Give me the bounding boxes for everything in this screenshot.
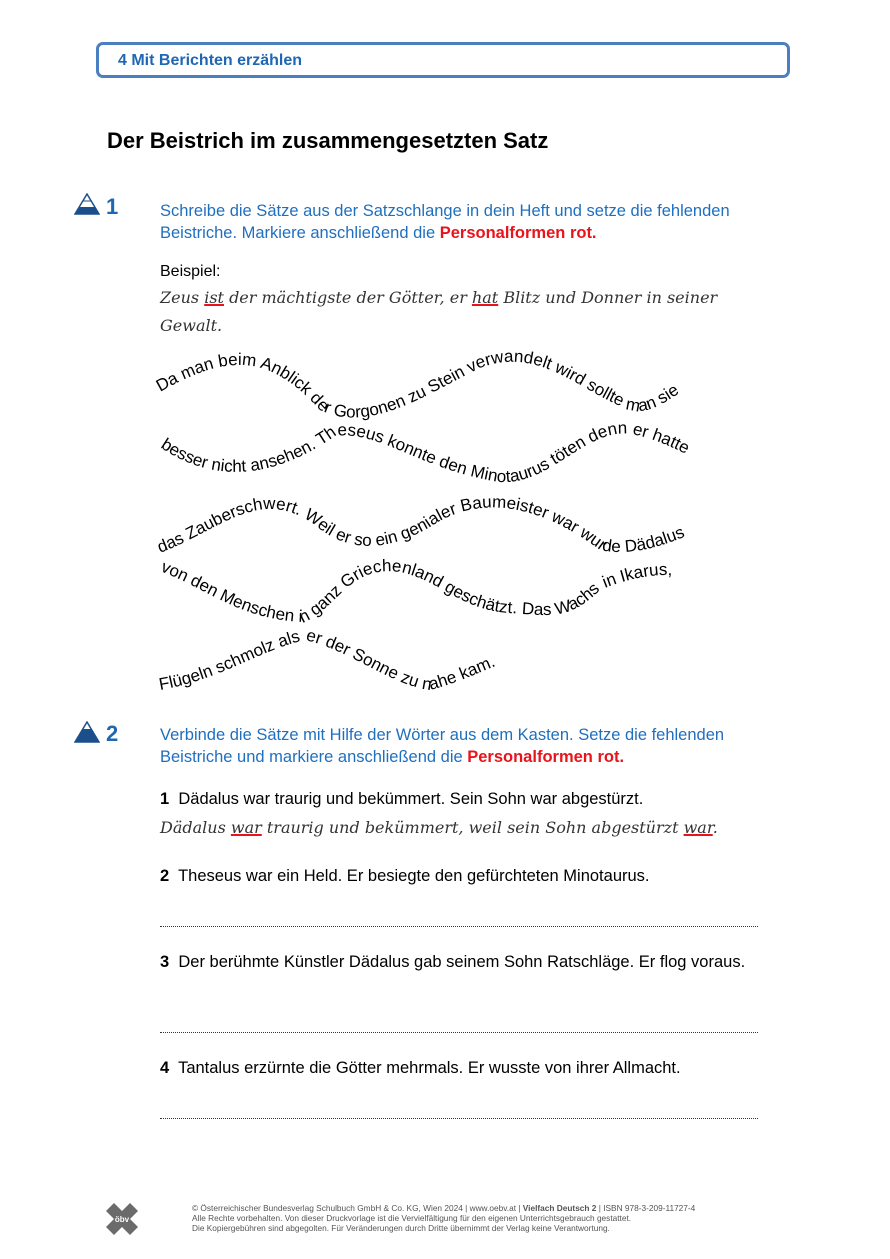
exercise-item-1 — [160, 789, 780, 810]
item-number: 1 — [160, 790, 170, 808]
footer-text: © Österreichischer Bundesverlag Schulbuch GmbH & Co. KG, Wien 2024 | www.oebv.at | — [192, 1203, 521, 1213]
snake-line-text: das Zauberschwert. Weil er so ein genialer Baumeister war wurde Dädalus — [154, 492, 687, 557]
snake-line-text: Da man beim Anblick der Gorgonen zu Stein verwandelt wird sollte man sie — [152, 346, 683, 422]
task-2-instruction-text: Verbinde die Sätze mit Hilfe der Wörter aus dem Kasten. Setze die fehlenden Beistriche und markiere anschließend die — [160, 726, 725, 766]
footer-book-title: Vielfach Deutsch 2 — [522, 1203, 597, 1213]
answer-line[interactable] — [160, 1032, 758, 1033]
snake-line-text: von den Menschen in ganz Griechenland geschätzt. Das Wachs in Ikarus, — [158, 556, 673, 627]
snake-line — [153, 347, 682, 422]
example-verb: hat — [471, 288, 499, 307]
publisher-logo-text: öbv — [114, 1215, 130, 1224]
snake-line-text: besser nicht ansehen. Theseus konnte den Minotaurus töten denn er hatte — [157, 418, 693, 487]
example-text: der mächtigste der Götter, er — [229, 288, 467, 307]
footer-text: | ISBN 978-3-209-11727-4 — [598, 1203, 696, 1213]
item-text: Tantalus erzürnte die Götter mehrmals. Er wusste von ihrer Allmacht. — [178, 1059, 681, 1077]
item-number: 2 — [160, 867, 170, 885]
item-text: Theseus war ein Held. Er besiegte den gefürchteten Minotaurus. — [178, 867, 650, 885]
example-verb: ist — [204, 288, 224, 307]
item-number: 3 — [160, 953, 170, 971]
answer-line[interactable] — [160, 926, 758, 927]
answer-text: Dädalus — [160, 818, 226, 837]
item-text: Dädalus war traurig und bekümmert. Sein Sohn war abgestürzt. — [178, 790, 644, 808]
footer-text: Alle Rechte vorbehalten. Von dieser Druckvorlage ist die Vervielfältigung für den eigenen Unterrichtsgebrauch gestattet. — [192, 1213, 632, 1223]
task-1-number: 1 — [106, 194, 119, 219]
answer-text: . — [712, 818, 718, 837]
example-label: Beispiel: — [160, 263, 221, 280]
task-2-instruction — [160, 724, 800, 768]
item-text: Der berühmte Künstler Dädalus gab seinem Sohn Ratschläge. Er flog voraus. — [178, 953, 746, 971]
answer-verb: war — [230, 818, 262, 837]
answer-text: traurig und bekümmert, weil sein Sohn abgestürzt — [266, 818, 679, 837]
footer-copyright — [192, 1203, 852, 1233]
answer-1-sentence — [160, 818, 800, 837]
exercise-item-4 — [160, 1058, 780, 1079]
task-1-instruction-red: Personalformen rot. — [439, 224, 597, 242]
difficulty-pyramid-icon — [74, 721, 100, 743]
answer-line[interactable] — [160, 1118, 758, 1119]
publisher-logo-icon — [104, 1201, 140, 1235]
example-text: Zeus — [160, 288, 200, 307]
task-2-number: 2 — [106, 721, 119, 746]
chapter-title: 4 Mit Berichten erzählen — [118, 52, 303, 69]
item-number: 4 — [160, 1059, 170, 1077]
footer-text: Die Kopiergebühren sind abgegolten. Für Veränderungen durch Dritte übernimmt der Verlag keine Verantwortung. — [192, 1223, 610, 1233]
snake-line-text: Flügeln schmolz als er der Sonne zu nahe kam. — [157, 625, 498, 695]
page-title: Der Beistrich im zusammengesetzten Satz — [107, 128, 549, 153]
snake-line — [158, 418, 693, 486]
snake-line — [157, 625, 497, 694]
exercise-item-3 — [160, 952, 780, 973]
answer-verb: war — [683, 818, 713, 837]
snake-line — [159, 556, 673, 627]
task-1-instruction-text: Schreibe die Sätze aus der Satzschlange in dein Heft und setze die fehlenden Beistriche. Markiere anschließend die — [160, 202, 730, 242]
snake-line — [154, 492, 687, 556]
task-2-instruction-red: Personalformen rot. — [467, 748, 625, 766]
example-text: Blitz und Donner in seiner — [503, 288, 718, 307]
exercise-item-2 — [160, 866, 780, 887]
example-text: Gewalt. — [160, 316, 223, 335]
